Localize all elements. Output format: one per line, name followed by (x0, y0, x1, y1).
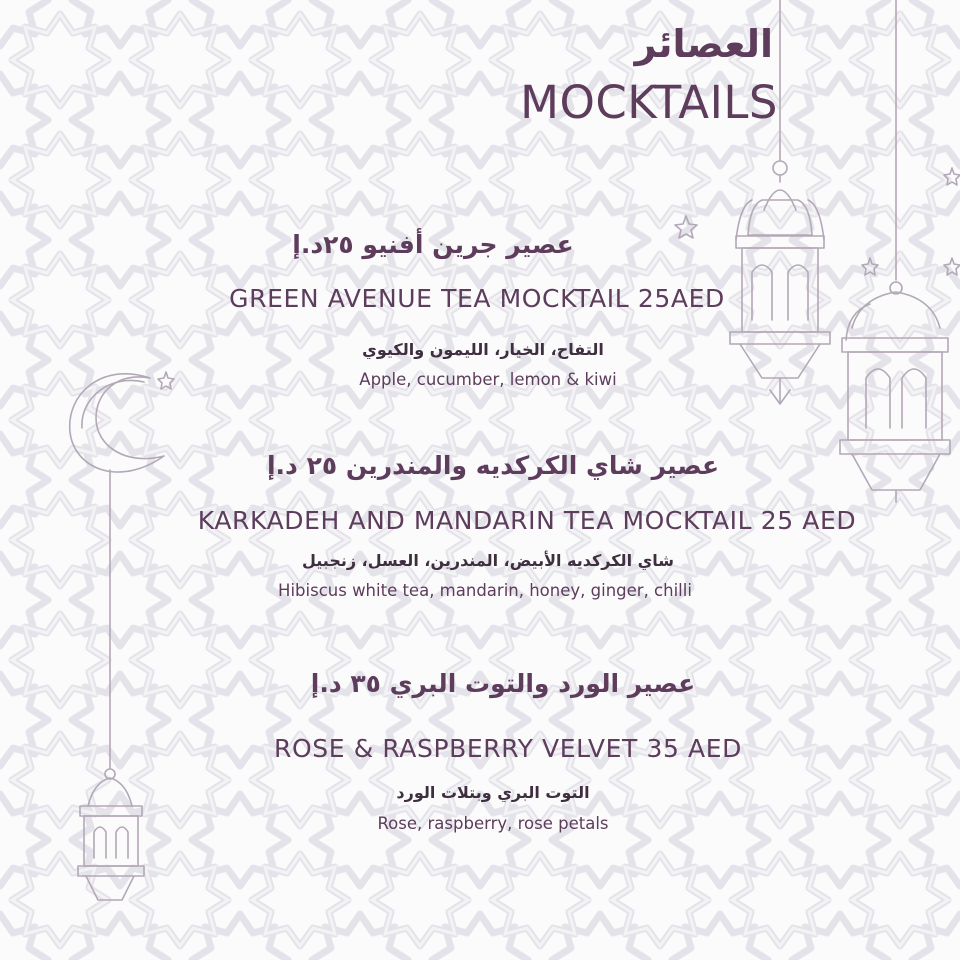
item-description-english: Rose, raspberry, rose petals (377, 814, 609, 833)
item-description-english: Hibiscus white tea, mandarin, honey, ginger, chilli (278, 581, 692, 600)
item-description-arabic: التوت البري وبتلات الورد (396, 783, 590, 802)
item-name-arabic: عصير جرين أفنيو ٢٥د.إ (292, 230, 574, 259)
item-description-arabic: شاي الكركديه الأبيض، المندرين، العسل، زنجبيل (301, 551, 675, 570)
item-name-english: GREEN AVENUE TEA MOCKTAIL 25AED (229, 284, 725, 313)
item-name-english: KARKADEH AND MANDARIN TEA MOCKTAIL 25 AED (197, 506, 857, 535)
item-description-english: Apple, cucumber, lemon & kiwi (359, 370, 617, 389)
title-english: MOCKTAILS (520, 76, 778, 129)
star-icon (944, 168, 960, 185)
item-name-english: ROSE & RASPBERRY VELVET 35 AED (274, 734, 742, 763)
item-name-arabic: عصير الورد والتوت البري ٣٥ د.إ (310, 669, 696, 698)
title-arabic: العصائر (634, 22, 773, 66)
item-name-arabic: عصير شاي الكركديه والمندرين ٢٥ د.إ (266, 451, 720, 480)
item-description-arabic: التفاح، الخيار، الليمون والكيوي (362, 340, 604, 359)
star-icon (862, 258, 878, 275)
star-icon (944, 258, 960, 275)
